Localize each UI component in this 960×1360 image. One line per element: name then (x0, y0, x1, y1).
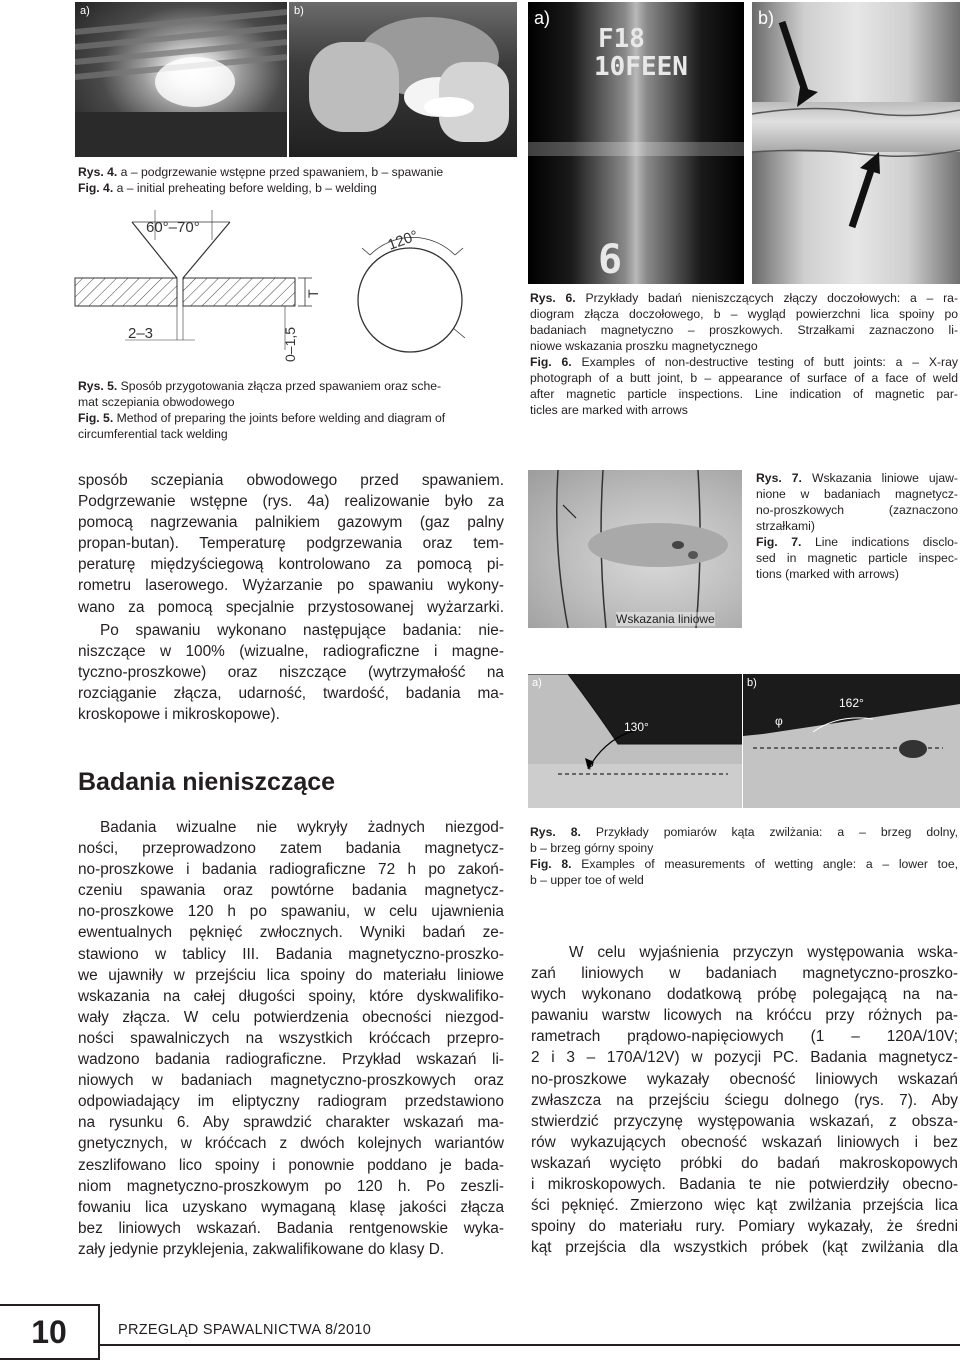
fig7-photo-line-indications (528, 470, 742, 628)
para3-line: zały jedynie przyklejenia, zakwalifikowane do klasy D. (78, 1240, 445, 1258)
section-heading: Badania nieniszczące (78, 768, 336, 796)
para3-line: ności spawalniczych na wszystkich króćcach przepro- (78, 1029, 504, 1047)
fig8b-macro-photo (743, 674, 960, 808)
para4-line: ści pęknięć. Zmierzono więc kąt zwilżania przejścia lica (531, 1197, 958, 1215)
fig6-caption-pl-l4: niowe wskazania proszku magnetycznego (530, 339, 758, 353)
para3-line: ności, przeprowadzono zatem badania magnetycz- (78, 840, 504, 858)
fig4-caption-en: a – initial preheating before welding, b – welding (113, 181, 377, 195)
fig4a-label: a) (80, 5, 90, 17)
fig6-caption-en-num: Fig. 6. (530, 355, 572, 369)
fig6-caption-pl-num: Rys. 6. (530, 291, 576, 305)
fig6a-xray-photo (528, 2, 744, 284)
para2-line: rozciąganie złącza, udarność, twardość, badania ma- (78, 685, 504, 703)
fig5-caption-en-l1: Method of preparing the joints before welding and diagram of (113, 411, 446, 425)
fig7-caption-en-num: Fig. 7. (756, 535, 802, 549)
para4-line: no-proszkowe wykazały obecność liniowych wskazań (531, 1070, 958, 1088)
fig5-dim-angle: 60°–70° (146, 219, 200, 236)
fig6-caption-en-l4: ticles are marked with arrows (530, 403, 688, 417)
fig8-caption-pl-l2: b – brzeg górny spoiny (530, 841, 654, 855)
fig7-caption-pl-num: Rys. 7. (756, 471, 802, 485)
para1-line: peraturę międzyściegową kontrolowano za pomocą pi- (78, 556, 504, 574)
fig7-caption-en-l3: tions (marked with arrows) (756, 567, 899, 581)
para-ndt-results (78, 817, 504, 1260)
fig7-photo-label: Wskazania liniowe (616, 612, 715, 626)
para3-line: Badania wizualne nie wykryły żadnych niezgod- (100, 819, 504, 836)
fig7-caption-pl-l1: Wskazania liniowe ujaw- (801, 471, 958, 485)
fig5-joint-diagram (70, 200, 490, 370)
fig8b-angle: 162° (839, 696, 864, 710)
para4-line: i mikroskopowych. Badania te nie potwierdziły obecno- (531, 1176, 958, 1194)
fig8-caption-pl-num: Rys. 8. (530, 825, 581, 839)
fig5-dim-gap: 2–3 (128, 325, 154, 342)
fig8a-label: a) (532, 677, 542, 689)
fig4-caption-pl-num: Rys. 4. (78, 165, 118, 179)
para1-line: propan-butan). Temperaturę podgrzewania oraz tem- (78, 535, 504, 553)
para2-line: Po spawaniu wykonano następujące badania: nie- (100, 622, 504, 639)
fig8b-label: b) (747, 677, 757, 689)
para3-line: zeszlifowano lico spoiny i ponownie poddano je bada- (78, 1156, 504, 1174)
fig5-dim-root: 0–1,5 (282, 326, 298, 362)
para3-line: na rysunku 6. Aby sprawdzić charakter wskazań ma- (78, 1114, 504, 1132)
fig5-caption-pl-l1: Sposób przygotowania złącza przed spawaniem oraz sche- (117, 379, 442, 393)
para3-line: niowych w badaniach magnetyczno-proszkowych oraz (78, 1072, 504, 1090)
fig8a-angle: 130° (624, 720, 649, 734)
fig4-caption-en-num: Fig. 4. (78, 181, 114, 195)
para1-line: pomocą nagrzewania palnikiem gazowym (gaz palny (78, 514, 504, 532)
para3-line: niom magnetyczno-proszkowym po 120 h. Po zeszli- (78, 1177, 504, 1195)
fig6a-weld-band (528, 142, 744, 156)
fig6-caption-en-l3: after magnetic particle inspections. Line indication of magnetic par- (530, 387, 958, 401)
para4-line: rów wykazujących obecność wskazań liniowych i bez (531, 1133, 958, 1151)
para4-line: wskazań wycięto próbki do badań makroskopowych (531, 1154, 958, 1172)
fig6b-weld-surface-photo (752, 2, 960, 284)
page-number: 10 (0, 1304, 100, 1360)
para4-line: spoiny do materiału rury. Pomiary wykazały, że średni (531, 1218, 958, 1236)
para1-line: Podgrzewanie wstępne (rys. 4a) realizowanie było za (78, 493, 504, 511)
para2-line: niszczące w 100% (wizualne, radiograficzne i magne- (78, 643, 504, 661)
fig6-caption-en-l2: photograph of a butt joint, b – appearance of surface of a face of weld (530, 371, 958, 385)
para4-line: pawaniu warstw licowych na króćcu przy różnych pa- (531, 1007, 958, 1025)
fig8-caption (530, 824, 958, 888)
fig6a-xray-text-1: F18 (598, 24, 645, 54)
para2-line: tyczno-proszkowe) oraz niszczące (wytrzymałość na (78, 664, 504, 682)
fig6a-xray-text-2: 10FEEN (594, 52, 688, 82)
fig5-caption-en-l2: circumferential tack welding (78, 427, 228, 441)
fig4b-label: b) (294, 5, 304, 17)
fig6-caption-pl-l1: Przykłady badań nieniszczących złączy doczołowych: a – ra- (575, 291, 958, 305)
fig6b-label: b) (758, 8, 775, 28)
para4-line: W celu wyjaśnienia przyczyn występowania wska- (569, 944, 958, 961)
fig7-caption-pl-l4: strzałkami) (756, 519, 815, 533)
fig5-dim-120: 120° (385, 227, 421, 254)
para3-line: we ujawniły w przejściu lica spoiny do materiału liniowe (78, 966, 504, 984)
fig5-caption-en-num: Fig. 5. (78, 411, 114, 425)
fig7-caption-en-l2: sed in magnetic particle inspec- (756, 551, 958, 565)
para3-line: no-proszkowe 120 h po spawaniu, w celu ujawnienia (78, 903, 504, 921)
para3-line: odpowiadający im eliptyczny radiogram przedstawiono (78, 1093, 504, 1111)
para1-line: rometru laserowego. Wyżarzanie po spawaniu wykony- (78, 577, 504, 595)
fig8-caption-en-l2: b – upper toe of weld (530, 873, 644, 887)
fig4a-photo-preheating (75, 2, 287, 157)
fig6a-xray-text-3: 6 (598, 237, 623, 283)
fig6-caption (530, 290, 958, 418)
fig7-caption-pl-l3: no-proszkowych (zaznaczono (756, 503, 958, 517)
para3-line: no-proszkowe i badania radiograficzne 72 h po zakoń- (78, 861, 504, 879)
fig5-caption (78, 378, 518, 442)
fig5-caption-pl-num: Rys. 5. (78, 379, 118, 393)
fig4b-photo-welding (289, 2, 517, 157)
fig8-caption-en-num: Fig. 8. (530, 857, 572, 871)
footer-rule (100, 1344, 960, 1346)
fig7-caption (756, 470, 958, 582)
para-wetting-angle (531, 942, 958, 1258)
fig8a-macro-photo (528, 674, 742, 808)
journal-title: PRZEGLĄD SPAWALNICTWA 8/2010 (118, 1322, 372, 1338)
para3-line: ewentualnych pęknięć zwłocznych. Wyniki badań ze- (78, 924, 504, 942)
fig8-caption-en-l1: Examples of measurements of wetting angle: a – lower toe, (571, 857, 958, 871)
fig5-caption-pl-l2: mat sczepiania obwodowego (78, 395, 235, 409)
para1-line: sposób sczepiania obwodowego przed spawaniem. (78, 472, 504, 489)
para3-line: wadzono badania radiograficzne. Przykład wskazań li- (78, 1051, 504, 1069)
para-tack-welding (78, 470, 504, 618)
para3-line: bez liniowych wskazań. Badania rentgenowskie wyka- (78, 1219, 504, 1237)
fig7-caption-en-l1: Line indications disclo- (801, 535, 958, 549)
para4-line: wych wykonano dodatkową próbę polegającą na na- (531, 986, 958, 1004)
para2-line: kroskopowe i mikroskopowe). (78, 706, 280, 724)
para3-line: gnetycznych, w króćcach z dwóch kolejnych wariantów (78, 1135, 504, 1153)
fig8a-phi: φ (586, 756, 594, 770)
para3-line: czeniu spawania oraz powtórne badania magnetycz- (78, 882, 504, 900)
para4-line: kąt przejścia dla wszystkich próbek (kąt zwilżania dla (531, 1239, 958, 1257)
para-tests-performed (78, 620, 504, 725)
para4-line: rametrach prądowo-napięciowych (1 – 120A/10V; (531, 1028, 958, 1046)
fig7-caption-pl-l2: nione w badaniach magnetycz- (756, 487, 958, 501)
fig6a-label: a) (534, 8, 551, 28)
fig8b-phi: φ (775, 714, 783, 728)
para4-line: 2 i 3 – 170A/12V) w pozycji PC. Badania magnetycz- (531, 1049, 958, 1067)
para4-line: zań liniowych w badaniach magnetyczno-proszko- (531, 965, 958, 983)
fig8-caption-pl-l1: Przykłady pomiarów kąta zwilżania: a – brzeg dolny, (580, 825, 959, 839)
fig6-caption-en-l1: Examples of non-destructive testing of butt joints: a – X-ray (571, 355, 958, 369)
para3-line: wały złącza. W celu potwierdzenia obecności niezgod- (78, 1008, 504, 1026)
fig4-caption-pl: a – podgrzewanie wstępne przed spawaniem, b – spawanie (117, 165, 444, 179)
fig4-caption (78, 164, 523, 196)
para1-line: wano za pomocą specjalnie przystosowanej wyżarzarki. (78, 598, 504, 616)
fig5-dim-t: T (305, 289, 321, 298)
para4-line: zwłaszcza na przejściu ściegu dolnego (rys. 7). Aby (531, 1091, 958, 1109)
para3-line: wskazania na całej długości spoiny, które dyskwalifiko- (78, 987, 504, 1005)
para3-line: fowaniu lica uzyskano wymaganą klasę jakości złącza (78, 1198, 504, 1216)
para4-line: stwierdzić przyczynę występowania wskazań, z obsza- (531, 1112, 958, 1130)
fig6-caption-pl-l3: badaniach magnetyczno – proszkowych. Strzałkami zaznaczono li- (530, 323, 958, 337)
fig6-caption-pl-l2: diogram złącza doczołowego, b – wygląd powierzchni lica spoiny po (530, 307, 958, 321)
para3-line: stawiono w tablicy III. Badania magnetyczno-proszko- (78, 945, 504, 963)
